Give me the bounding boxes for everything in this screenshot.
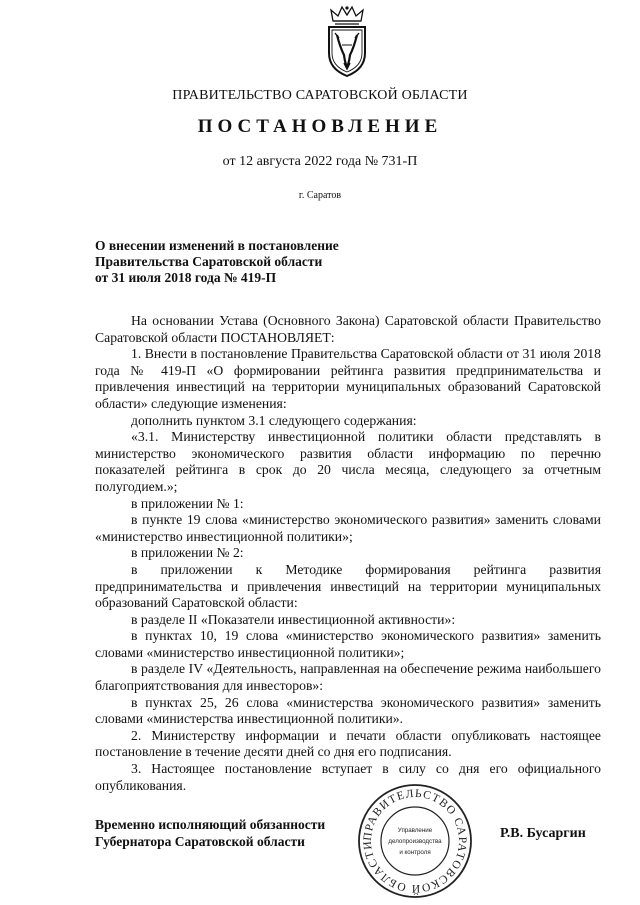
stamp-outer-text: ПРАВИТЕЛЬСТВО САРАТОВСКОЙ ОБЛАСТИ xyxy=(361,787,469,895)
document-subject xyxy=(95,238,425,286)
body-paragraph: дополнить пунктом 3.1 следующего содержания: xyxy=(131,412,417,428)
body-paragraph: 3. Настоящее постановление вступает в силу со дня его официального опубликования. xyxy=(95,761,601,793)
signer-name: Р.В. Бусаргин xyxy=(500,826,586,841)
government-name: ПРАВИТЕЛЬСТВО САРАТОВСКОЙ ОБЛАСТИ xyxy=(172,88,468,103)
subject-line: Правительства Саратовской области xyxy=(95,254,323,269)
subject-line: О внесении изменений в постановление xyxy=(95,238,339,253)
body-paragraph: в приложении № 1: xyxy=(131,495,244,511)
body-paragraph: в разделе IV «Деятельность, направленная на обеспечение режима наибольшего благоприятствования для инвесторов»: xyxy=(95,661,601,694)
signature-position-line: Временно исполняющий обязанности xyxy=(95,817,326,832)
body-paragraph: в приложении к Методике формирования рейтинга развития предпринимательства и привлечения инвестиций на территории муниципальных образований Саратовской области: xyxy=(95,561,601,611)
stamp-inner-line: делопроизводства xyxy=(388,838,442,845)
subject-line: от 31 июля 2018 года № 419-П xyxy=(95,270,277,285)
signature-position-line: Губернатора Саратовской области xyxy=(95,834,305,849)
coat-of-arms-emblem xyxy=(322,5,372,79)
stamp-inner-line: и контроля xyxy=(399,849,431,856)
body-paragraph: в пунктах 10, 19 слова «министерство экономического развития» заменить словами «министерство инвестиционной политики»; xyxy=(95,628,601,660)
body-paragraph: в разделе II «Показатели инвестиционной активности»: xyxy=(131,611,456,627)
document-city: г. Саратов xyxy=(298,190,342,201)
document-date-number: от 12 августа 2022 года № 731-П xyxy=(222,154,418,169)
document-body xyxy=(95,313,601,794)
stamp-inner-line: Управление xyxy=(397,827,433,834)
body-paragraph: 1. Внести в постановление Правительства Саратовской области от 31 июля 2018 года № 419-П «О формировании рейтинга развития предпринимательства и привлечения инвестиций на территории муниципальных образований Саратовской области» следующие изменения: xyxy=(95,346,601,411)
body-paragraph: «3.1. Министерству инвестиционной политики области представлять в министерство экономического развития области информацию по перечню показателей рейтинга в срок до 20 числа месяца, следующего за отчетным полугодием.»; xyxy=(95,429,601,494)
body-paragraph: На основании Устава (Основного Закона) Саратовской области Правительство Саратовской области ПОСТАНОВЛЯЕТ: xyxy=(95,313,601,345)
body-paragraph: в пунктах 25, 26 слова «министерства экономического развития» заменить словами «министерства инвестиционной политики». xyxy=(95,694,601,727)
document-type-title: ПОСТАНОВЛЕНИЕ xyxy=(197,116,443,137)
body-paragraph: в приложении № 2: xyxy=(131,545,244,561)
body-paragraph: 2. Министерству информации и печати области опубликовать настоящее постановление в течение десяти дней со дня его подписания. xyxy=(95,727,601,760)
body-paragraph: в пункте 19 слова «министерство экономического развития» заменить словами «министерство инвестиционной политики»; xyxy=(95,512,601,544)
signature-block xyxy=(95,816,325,850)
official-stamp xyxy=(355,782,475,900)
